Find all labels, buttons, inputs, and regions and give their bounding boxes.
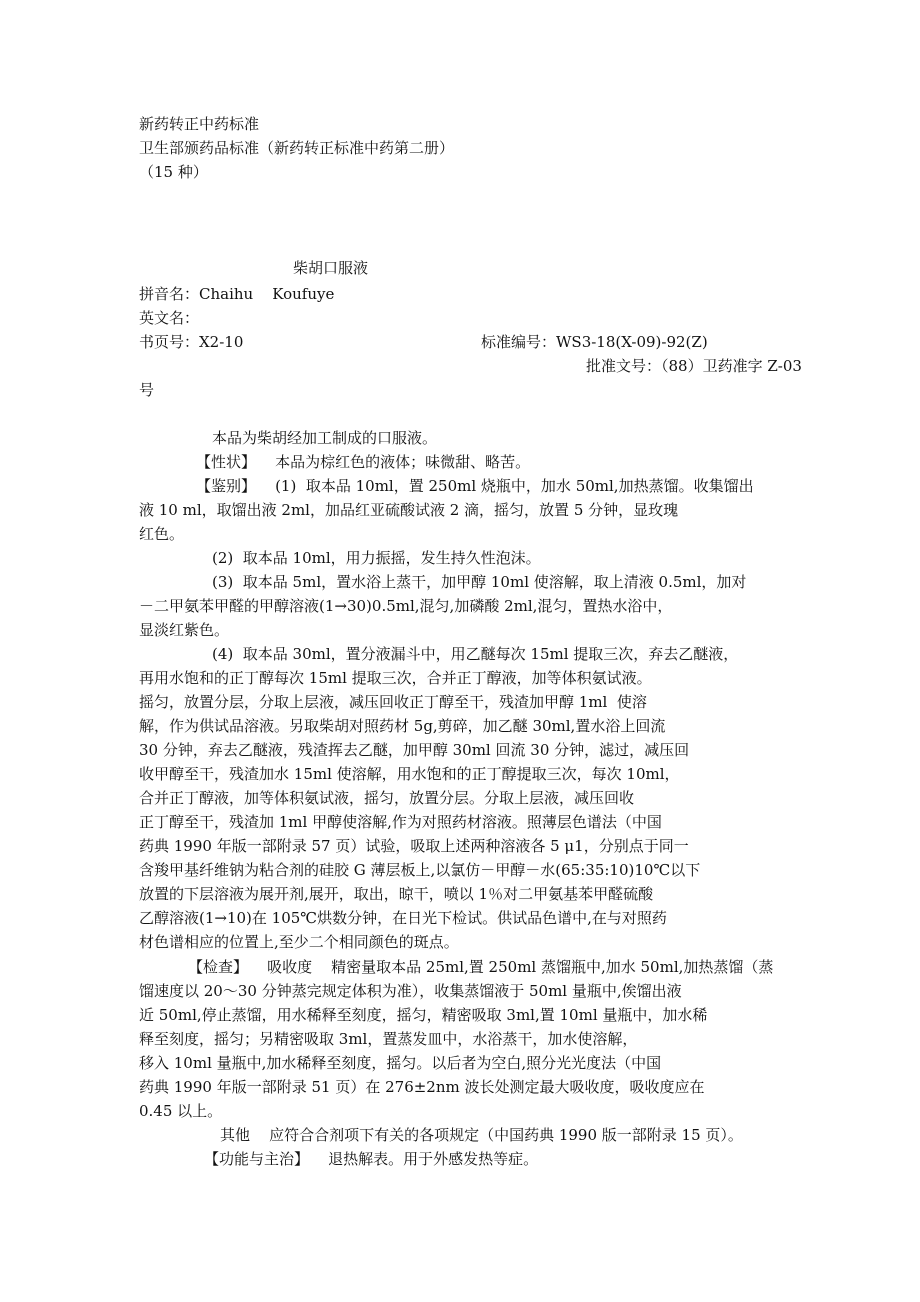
identification-4-line: 药典 1990 年版一部附录 57 页）试验，吸取上述两种溶液各 5 μ1，分别点于同一: [139, 837, 689, 855]
approval-number: 批准文号：（88）卫药准字 Z-03: [586, 357, 802, 375]
book-title: 卫生部颁药品标准（新药转正标准中药第二册）: [139, 139, 455, 157]
identification-4-line: 放置的下层溶液为展开剂,展开，取出，晾干，喷以 1％对二甲氨基苯甲醛硫酸: [139, 885, 654, 903]
identification-4-line: 30 分钟，弃去乙醚液，残渣挥去乙醚，加甲醇 30ml 回流 30 分钟，滤过，减压回: [139, 741, 690, 759]
check-section-line: 移入 10ml 量瓶中,加水稀释至刻度，摇匀。以后者为空白,照分光光度法（中国: [139, 1054, 662, 1072]
identification-2-line: (2) 取本品 10ml，用力振摇，发生持久性泡沫。: [212, 549, 541, 567]
check-section-line: 近 50ml,停止蒸馏，用水稀释至刻度，摇匀，精密吸取 3ml,置 10ml 量瓶中，加水稀: [139, 1006, 708, 1024]
intro-paragraph: 本品为柴胡经加工制成的口服液。: [212, 429, 438, 447]
check-section-line: 0.45 以上。: [139, 1102, 223, 1120]
identification-4-line: 解，作为供试品溶液。另取柴胡对照药材 5g,剪碎，加乙醚 30ml,置水浴上回流: [139, 717, 666, 735]
identification-4-line: 正丁醇至干，残渣加 1ml 甲醇使溶解,作为对照药材溶液。照薄层色谱法（中国: [139, 813, 662, 831]
approval-number-tail: 号: [139, 381, 155, 399]
check-section-line: 【检查】 吸收度 精密量取本品 25ml,置 250ml 蒸馏瓶中,加水 50ml,加热蒸馏（蒸: [188, 958, 774, 976]
identification-4-line: 再用水饱和的正丁醇每次 15ml 提取三次，合并正丁醇液，加等体积氨试液。: [139, 669, 652, 687]
standard-number: 标准编号：WS3-18(X-09)-92(Z): [481, 333, 708, 351]
pinyin-name: 拼音名：Chaihu Koufuye: [139, 285, 335, 303]
other-section: 其他 应符合合剂项下有关的各项规定（中国药典 1990 版一部附录 15 页）。: [220, 1126, 743, 1144]
check-section-line: 释至刻度，摇匀；另精密吸取 3ml，置蒸发皿中，水浴蒸干，加水使溶解，: [139, 1030, 638, 1048]
identification-4-line: 合并正丁醇液，加等体积氨试液，摇匀，放置分层。分取上层液，减压回收: [139, 789, 635, 807]
identification-3-line: (3) 取本品 5ml，置水浴上蒸干，加甲醇 10ml 使溶解，取上清液 0.5ml，加对: [212, 573, 747, 591]
drug-name: 柴胡口服液: [293, 259, 369, 277]
identification-4-line: 收甲醇至干，残渣加水 15ml 使溶解，用水饱和的正丁醇提取三次，每次 10ml，: [139, 765, 680, 783]
page-number: 书页号：X2-10: [139, 333, 244, 351]
identification-4-line: (4) 取本品 30ml，置分液漏斗中，用乙醚每次 15ml 提取三次，弃去乙醚液，: [212, 645, 739, 663]
check-section-line: 药典 1990 年版一部附录 51 页）在 276±2nm 波长处测定最大吸收度，吸收度应在: [139, 1078, 705, 1096]
identification-1-line: 【鉴别】 (1) 取本品 10ml，置 250ml 烧瓶中，加水 50ml,加热蒸馏。收集馏出: [196, 477, 754, 495]
identification-1-line: 红色。: [139, 525, 185, 543]
identification-4-line: 乙醇溶液(1→10)在 105℃烘数分钟，在日光下检试。供试品色谱中,在与对照药: [139, 909, 667, 927]
english-name: 英文名：: [139, 309, 200, 327]
entry-count: （15 种）: [139, 163, 208, 181]
identification-1-line: 液 10 ml，取馏出液 2ml，加品红亚硫酸试液 2 滴，摇匀，放置 5 分钟，显玫瑰: [139, 501, 679, 519]
character-section: 【性状】 本品为棕红色的液体；味微甜、略苦。: [196, 453, 531, 471]
check-section-line: 馏速度以 20～30 分钟蒸完规定体积为准），收集蒸馏液于 50ml 量瓶中,俟馏出液: [139, 982, 682, 1000]
function-section: 【功能与主治】 退热解表。用于外感发热等症。: [204, 1150, 539, 1168]
series-title: 新药转正中药标准: [139, 115, 260, 133]
identification-4-line: 含羧甲基纤维钠为粘合剂的硅胶 G 薄层板上,以氯仿－甲醇－水(65:35:10)10℃以下: [139, 861, 701, 879]
identification-3-line: －二甲氨苯甲醛的甲醇溶液(1→30)0.5ml,混匀,加磷酸 2ml,混匀，置热水浴中，: [139, 597, 673, 615]
identification-4-line: 摇匀，放置分层，分取上层液，减压回收正丁醇至干，残渣加甲醇 1ml 使溶: [139, 693, 647, 711]
identification-3-line: 显淡红紫色。: [139, 621, 230, 639]
identification-4-line: 材色谱相应的位置上,至少二个相同颜色的斑点。: [139, 933, 459, 951]
